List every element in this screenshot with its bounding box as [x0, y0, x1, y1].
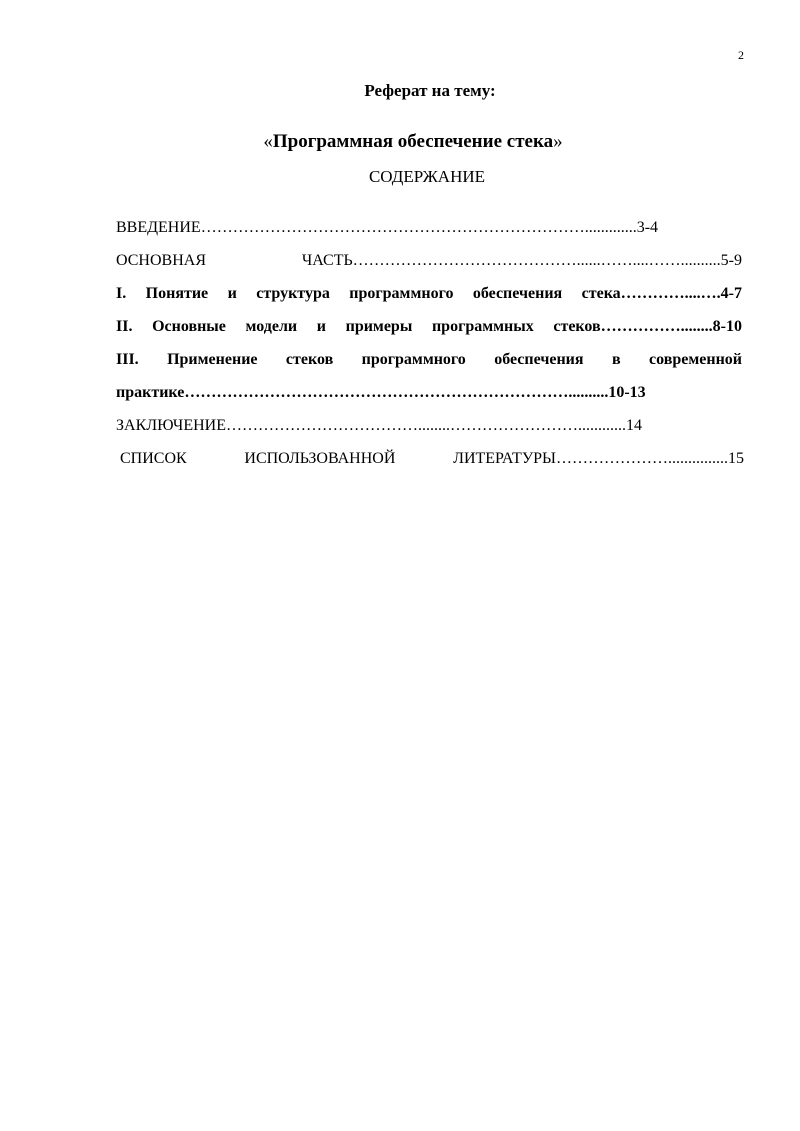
- title-text: Программная обеспечение стека: [272, 131, 554, 152]
- toc-entry-conclusion: ЗАКЛЮЧЕНИЕ………………………………........……………………............14: [116, 417, 642, 434]
- toc-entry-bibliography: СПИСОК ИСПОЛЬЗОВАННОЙ ЛИТЕРАТУРЫ…………………...............15: [120, 450, 744, 467]
- contents-heading: СОДЕРЖАНИЕ: [368, 167, 486, 186]
- toc-entry-introduction: ВВЕДЕНИЕ……………………………………………………………….............3-4: [116, 219, 659, 236]
- page-number: 2: [738, 48, 744, 62]
- title-close-quote: »: [553, 131, 563, 152]
- toc-entry-chapter-2: II. Основные модели и примеры программных стеков……………........8-10: [116, 318, 742, 335]
- toc-entry-main-part: ОСНОВНАЯ ЧАСТЬ……………………………………......……....……..........5-9: [116, 252, 742, 269]
- toc-entry-chapter-3-line-1: III. Применение стеков программного обеспечения в современной: [116, 351, 742, 368]
- toc-entry-chapter-1: I. Понятие и структура программного обеспечения стека…………....….4-7: [116, 285, 742, 302]
- document-title: [13, 130, 800, 154]
- subject-line: Реферат на тему:: [364, 81, 496, 100]
- toc-entry-chapter-3-line-2: практике………………………………………………………………..........10-13: [116, 384, 646, 401]
- title-open-quote: «: [263, 131, 273, 152]
- table-of-contents: [116, 211, 742, 475]
